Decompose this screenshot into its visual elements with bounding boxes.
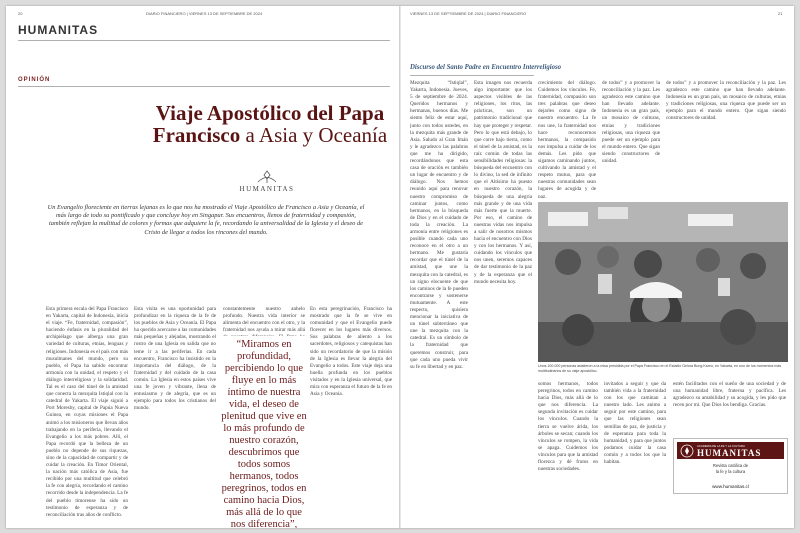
speech-column-below-1: somos hermanos, todos peregrinos, todos en camino hacia Dios, más allá de lo que nos diferencia. La segunda invitación es cuidar los vínculos. Cuando la tierra se vuelve árida, los árboles se secan; cuando los vínculos se rompen, la vida se apaga. Cuidemos los vínculos para que la amistad florezca y dé frutos en nuestras sociedades. bbox=[538, 381, 598, 473]
speech-column-4: de todos” y a promover la reconciliación y la paz. Les agradezco este camino que han llevado adelante. Indonesia es un gran país, un mosaico de culturas, etnias y tradiciones religiosas, una riqueza que puede ser un ejemplo para el mundo entero. Que sigan siendo constructores de unidad. bbox=[602, 80, 660, 165]
kicker: OPINIÓN bbox=[18, 77, 51, 83]
article-column-4: En esta peregrinación, Francisco ha mostrado que la fe se vive en comunidad y que el Evangelio puede florecer en los lugares más diversos. Sus palabras de aliento a los sacerdotes, religiosos y catequistas han sido un recordatorio de que la misión de la Iglesia es llevar la alegría del Evangelio a todos. Este viaje deja una huella profunda en los pueblos visitados y en la Iglesia universal, que mira con esperanza el futuro de la fe en Asia y Oceanía. bbox=[310, 306, 392, 398]
ad-url: www.humanitas.cl bbox=[712, 484, 749, 489]
crowd-photo-image bbox=[538, 202, 788, 362]
ad-line-2: la fe y la cultura bbox=[715, 469, 746, 474]
speech-column-5: de todos” y a promover la reconciliación y la paz. Les agradezco este camino que han llevado adelante. Indonesia es un gran país, un mosaico de culturas, etnias y tradiciones religiosas, una riqueza que puede ser un ejemplo para el mundo entero. Que sigan siendo constructores de unidad. bbox=[666, 80, 786, 122]
humanitas-ad bbox=[673, 438, 788, 494]
crowd-photo bbox=[538, 202, 788, 362]
article-column-3a: constantemente nuestro anhelo profundo. Nuestra vida interior se alimenta del encuentro con el otro, y la fraternidad nos ayuda a mirar más allá bbox=[223, 306, 305, 334]
kicker-rule bbox=[18, 86, 390, 87]
speech-column-3: crecimiento del diálogo. Cuidemos los vínculos. Fe, fraternidad, compasión son tres palabras que deseo dejarles como signo de nuestro encuentro. La fe nos une, la fraternidad nos hace reconocernos hermanos, la compasión nos impulsa a cuidar de los demás. Les pido que sigamos caminando juntos, cultivando la amistad y el respeto mutuo, para que nuestras comunidades sean lugares de acogida y de paz. bbox=[538, 80, 596, 198]
pull-quote: “Miramos en profundidad, percibiendo lo que fluye en lo más íntimo de nuestra vida, el deseo de plenitud que vive en lo más profundo de nuestro corazón, descubrimos que todos somos hermanos, todos peregrinos, todos en camino hacia Dios, más allá de lo que nos diferencia”, bbox=[221, 339, 307, 528]
photo-caption: Unos 100.000 personas asistieron a la misa presidida por el Papa Francisco en el Estadio Gelora Bung Karno, en Yakarta, en uno de los momentos más multitudinarios de su viaje apostólico. bbox=[538, 364, 782, 373]
folio-left: DIARIO FINANCIERO | VIERNES 13 DE SEPTIEMBRE DE 2024 bbox=[146, 11, 263, 16]
speech-column-1: Mezquita “Istiqlal”, Yakarta, Indonesia. Jueves, 5 de septiembre de 2024. Queridos hermanos y hermanas, buenos días. Me siento feliz de estar aquí, junto con todos ustedes, en la mezquita más grande de Asia. Saludo al Gran Imán y le agradezco las palabras que me ha dirigido, recordándonos que esta casa de oración es también un lugar de encuentro y de diálogo. Nos hemos reunido aquí para renovar nuestro compromiso de caminar juntos, como hermanos, en la búsqueda de Dios y en el cuidado de toda la creación. La armonía entre religiones es posible cuando cada uno reconoce en el otro a un hermano. Me gustaría recordar que el túnel de la amistad, que une la mezquita con la catedral, es un signo elocuente de que los caminos de la fe pueden encontrarse y sostenerse mutuamente. A este respecto, quisiera mencionar la iniciativa de un túnel subterráneo que une la mezquita con la catedral. Es un símbolo de la fraternidad que queremos construir, para que cada uno pueda vivir su fe en libertad y en paz. bbox=[410, 80, 468, 370]
ad-crest-icon bbox=[680, 444, 694, 458]
ad-name: HUMANITAS bbox=[697, 448, 762, 458]
crest-icon bbox=[254, 170, 280, 184]
headline-bold: Viaje Apostólico del Papa Francisco bbox=[152, 101, 385, 147]
page-number-left: 20 bbox=[18, 11, 23, 16]
speech-column-below-2: invitados a seguir y que da también vida a la fraternidad con los que caminan a nuestro lado. Les animo a seguir por este camino, para que las religiones sean semillas de paz, de justicia y de esperanza para toda la humanidad, y para que juntos podamos cuidar la casa común y a todos los que la habitan. bbox=[604, 381, 666, 466]
speech-headline-rule bbox=[410, 75, 534, 76]
lede: Un Evangelio floreciente en tierras lejanas es lo que nos ha mostrado el Viaje Apostólico de Francisco a Asia y Oceanía, el más largo de todo su pontificado y que concluye hoy en Singapur. Sus encuentros, llenos de fraternidad y compasión, también reflejan la multitud de colores y formas que adquiere la fe, recordando la universalidad de la Iglesia y el deseo de Cristo de llegar a todos los rincones del mundo. bbox=[47, 204, 365, 236]
headline bbox=[152, 102, 388, 146]
logo-text: HUMANITAS bbox=[239, 185, 295, 193]
page-number-right: 21 bbox=[778, 11, 783, 16]
article-column-2: Esta visita es una oportunidad para profundizar en la riqueza de la fe de los pueblos de Asia y Oceanía. El Papa ha querido acercarse a las comunidades más pequeñas y alejadas, mostrando el rostro de una Iglesia en salida que no teme ir a las periferias. En cada encuentro, Francisco ha insistido en la importancia del diálogo, de la fraternidad y del cuidado de la casa común. La Iglesia en estos países vive una fe joven y vibrante, llena de entusiasmo y de alegría, que es un ejemplo para todos los cristianos del mundo. bbox=[134, 306, 216, 412]
speech-column-2: Esta imagen nos recuerda algo importante: que los aspectos visibles de las religiones, los ritos, las prácticas, son un patrimonio tradicional que hay que proteger y respetar. Pero lo que está debajo, lo que corre bajo tierra, como el túnel de la amistad, es la raíz común de todas las sensibilidades religiosas: la búsqueda del encuentro con lo divino, la sed de infinito que el Altísimo ha puesto en nuestro corazón, la búsqueda de una alegría más grande y de una vida más fuerte que la muerte. Por eso, el camino de nuestras vidas nos impulsa a salir de nosotros mismos hacia el encuentro con Dios y con los hermanos. Y así, cuidando los vínculos que nos unen, seremos capaces de dar testimonio de la paz y de la esperanza que el mundo necesita hoy. bbox=[474, 80, 532, 285]
folio-right: VIERNES 13 DE SEPTIEMBRE DE 2024 | DIARIO FINANCIERO bbox=[410, 11, 527, 16]
page-gutter bbox=[399, 6, 401, 528]
section-title: HUMANITAS bbox=[18, 23, 99, 37]
headline-light: a Asia y Oceanía bbox=[245, 123, 388, 147]
section-rule bbox=[18, 40, 390, 41]
ad-banner bbox=[677, 442, 784, 459]
ad-top-text: ACADEMIA DE LA FE Y LA CULTURA bbox=[697, 444, 745, 448]
newspaper-spread bbox=[6, 6, 794, 528]
article-column-1: Esta primera escala del Papa Francisco en Yakarta, capital de Indonesia, inicia el viaje. “Fe, fraternidad, compasión”, haciendo énfasis en la pluralidad del archipiélago que alberga una gran variedad de culturas, etnias, lenguas y religiones. Indonesia es el país con más musulmanes del mundo, pero su pueblo, el Papa ha sabido encontrar armonía con la unidad, el respeto y el diálogo interreligioso y la solidaridad. Tal es el caso del túnel de la amistad que conecta la mezquita Istiqlal con la catedral de Yakarta. El viaje siguió a Port Moresby, capital de Papúa Nueva Guinea, en cuyas misiones el Papa animó a los misioneros que llevan años trabajando en la periferia, llevando el Evangelio a los más pobres. Allí, el Papa recordó que la belleza de un pueblo no depende de sus riquezas, sino de la capacidad de compartir y de cuidar la creación. En Timor Oriental, la nación más católica de Asia, fue recibido por una multitud que celebró la fe con alegría, recordando el camino recorrido desde la independencia. La fe del pueblo timorense ha sido un testimonio de esperanza y de reconciliación tras años de conflicto. bbox=[46, 306, 128, 516]
humanitas-logo bbox=[212, 170, 322, 193]
ad-line-1: Revista católica de bbox=[712, 463, 749, 468]
speech-column-below-3: estén facilitados con el sueño de una sociedad y de una humanidad libre, fraterna y pacífica. Les agradezco su amabilidad y su acogida, y les pido que recen por mí. Que Dios los bendiga. Gracias. bbox=[673, 381, 786, 409]
speech-headline: Discurso del Santo Padre en Encuentro Interreligioso bbox=[410, 64, 562, 71]
